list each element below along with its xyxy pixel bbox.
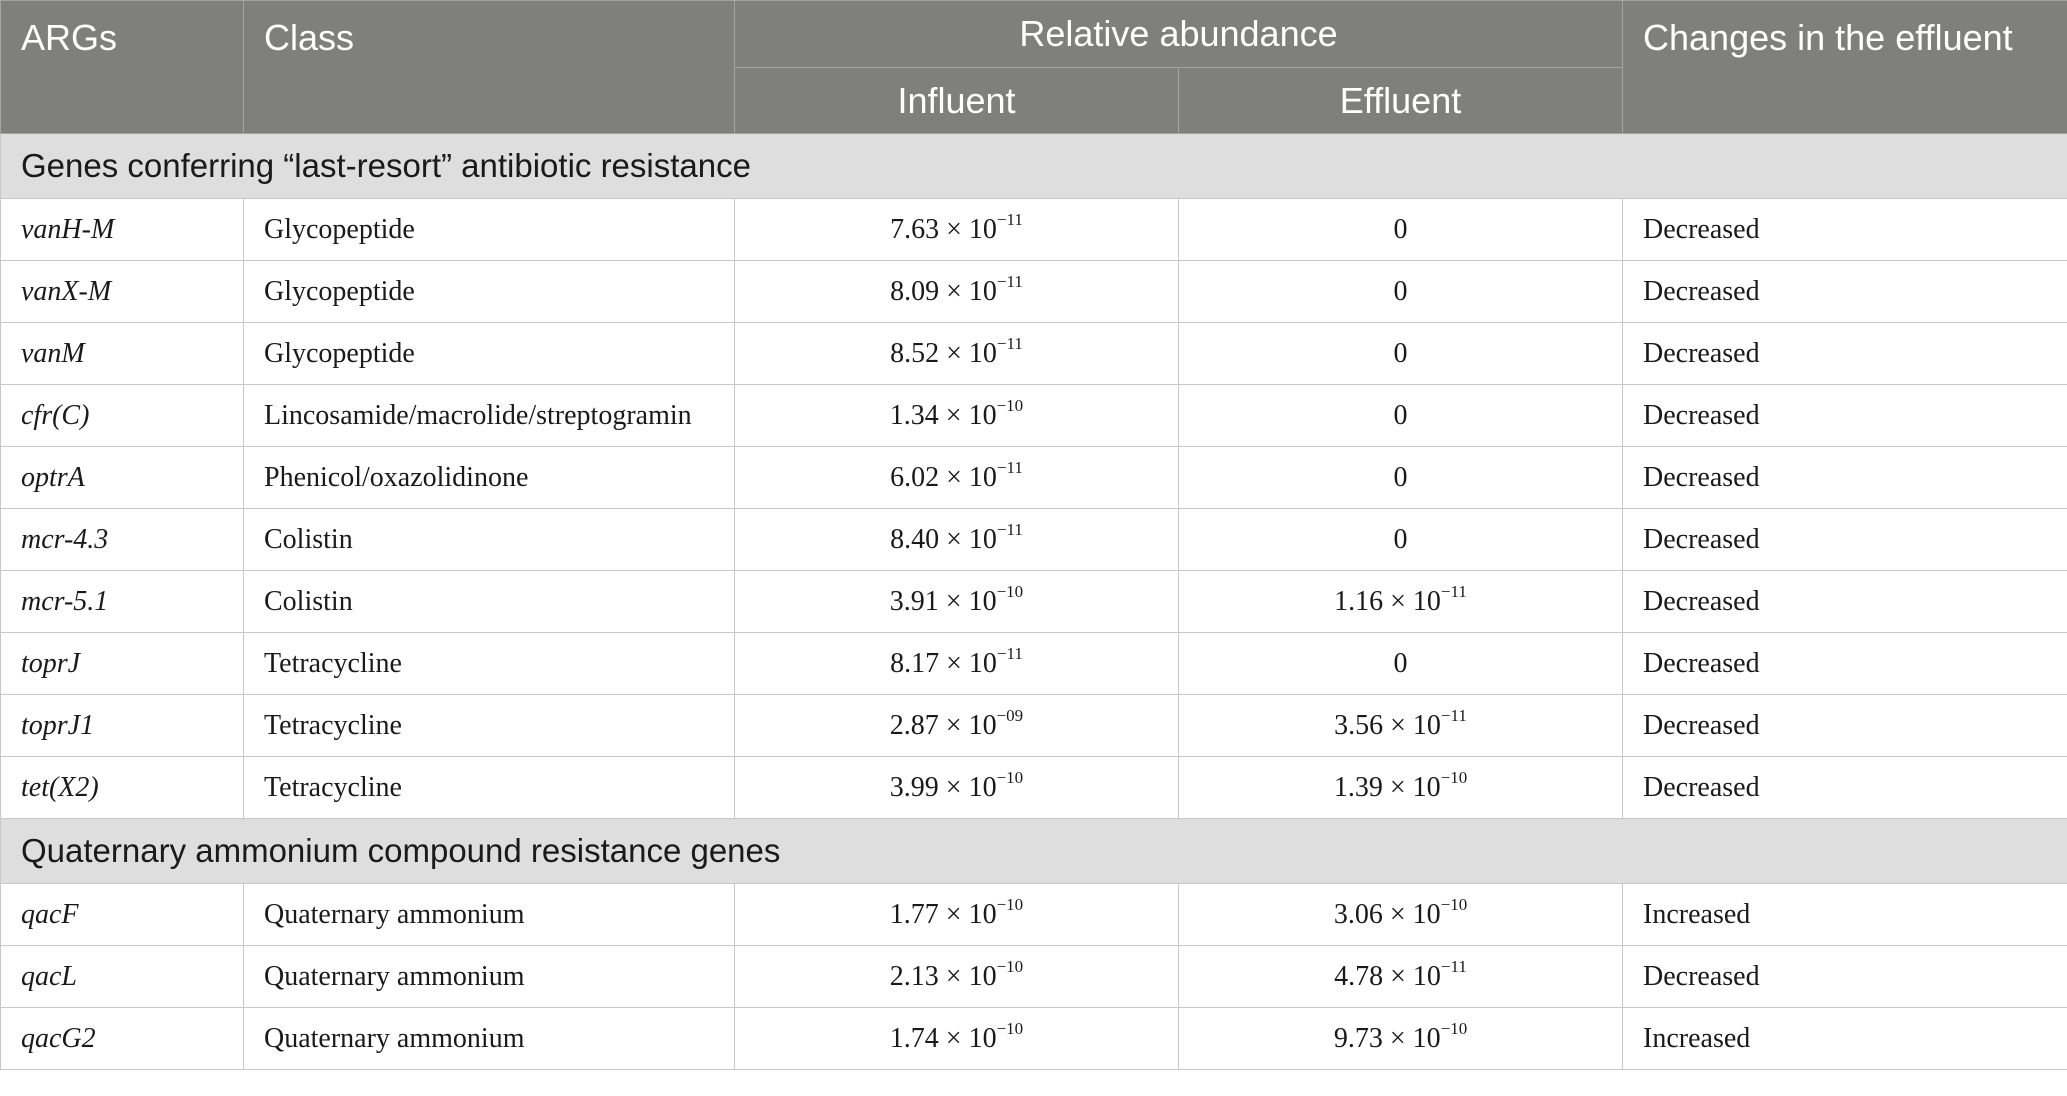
value-exponent: −10 (1440, 895, 1468, 915)
value-exponent: −10 (996, 396, 1024, 416)
base-ten: 10 (1412, 898, 1441, 930)
value-mantissa: 0 (1393, 337, 1408, 369)
value-exponent: −10 (1440, 1019, 1468, 1039)
value-mantissa: 1.34 (889, 399, 939, 431)
header-effluent: Effluent (1179, 68, 1623, 134)
influent-value (735, 571, 1179, 633)
value-exponent: −09 (996, 706, 1024, 726)
value-mantissa: 0 (1393, 213, 1408, 245)
section-row (1, 819, 2067, 884)
base-ten: 10 (968, 275, 997, 307)
influent-value (735, 1008, 1179, 1070)
class-cell: Quaternary ammonium (244, 1008, 735, 1070)
base-ten: 10 (968, 647, 997, 679)
table-row (1, 695, 2067, 757)
influent-value (735, 757, 1179, 819)
gene-name: mcr-4.3 (1, 509, 244, 571)
change-cell: Decreased (1623, 323, 2067, 385)
base-ten: 10 (1412, 960, 1441, 992)
change-cell: Decreased (1623, 757, 2067, 819)
value-mantissa: 1.74 (889, 1022, 939, 1054)
value-mantissa: 9.73 (1333, 1022, 1383, 1054)
times-sign: × (946, 523, 962, 555)
header-class: Class (244, 1, 735, 134)
influent-value (735, 385, 1179, 447)
table-row (1, 633, 2067, 695)
times-sign: × (945, 960, 962, 992)
change-cell: Decreased (1623, 695, 2067, 757)
value-exponent: −10 (996, 582, 1024, 602)
value-mantissa: 6.02 (890, 461, 940, 493)
base-ten: 10 (968, 399, 997, 431)
value-mantissa: 4.78 (1334, 960, 1384, 992)
value-exponent: −10 (996, 768, 1024, 788)
base-ten: 10 (968, 461, 997, 493)
class-cell: Quaternary ammonium (244, 946, 735, 1008)
effluent-value (1179, 1008, 1623, 1070)
class-cell: Tetracycline (244, 695, 735, 757)
table-row (1, 509, 2067, 571)
effluent-value (1179, 884, 1623, 946)
value-mantissa: 0 (1393, 523, 1408, 555)
change-cell: Increased (1623, 1008, 2067, 1070)
base-ten: 10 (1412, 1022, 1441, 1054)
change-cell: Decreased (1623, 571, 2067, 633)
times-sign: × (945, 585, 962, 617)
effluent-value (1179, 261, 1623, 323)
influent-value (735, 946, 1179, 1008)
gene-name: vanX-M (1, 261, 244, 323)
times-sign: × (946, 647, 962, 679)
change-cell: Decreased (1623, 199, 2067, 261)
base-ten: 10 (968, 337, 997, 369)
value-mantissa: 0 (1393, 647, 1408, 679)
times-sign: × (1389, 771, 1406, 803)
class-cell: Glycopeptide (244, 261, 735, 323)
base-ten: 10 (968, 1022, 997, 1054)
gene-name: tet(X2) (1, 757, 244, 819)
effluent-value (1179, 633, 1623, 695)
class-cell: Glycopeptide (244, 199, 735, 261)
gene-name: vanM (1, 323, 244, 385)
times-sign: × (946, 213, 962, 245)
base-ten: 10 (1412, 771, 1441, 803)
header-changes: Changes in the effluent (1623, 1, 2067, 134)
base-ten: 10 (968, 771, 997, 803)
header-relative-abundance: Relative abundance (735, 1, 1623, 68)
header-args: ARGs (1, 1, 244, 134)
change-cell: Decreased (1623, 385, 2067, 447)
value-exponent: −11 (996, 520, 1023, 540)
value-exponent: −10 (996, 1019, 1024, 1039)
influent-value (735, 323, 1179, 385)
effluent-value (1179, 199, 1623, 261)
effluent-value (1179, 757, 1623, 819)
base-ten: 10 (968, 898, 997, 930)
effluent-value (1179, 385, 1623, 447)
gene-name: optrA (1, 447, 244, 509)
table-row (1, 884, 2067, 946)
class-cell: Colistin (244, 571, 735, 633)
influent-value (735, 633, 1179, 695)
influent-value (735, 447, 1179, 509)
value-exponent: −11 (996, 334, 1023, 354)
effluent-value (1179, 323, 1623, 385)
value-mantissa: 1.39 (1333, 771, 1383, 803)
value-exponent: −11 (1440, 582, 1467, 602)
table-row (1, 323, 2067, 385)
value-mantissa: 1.16 (1334, 585, 1384, 617)
times-sign: × (946, 337, 962, 369)
effluent-value (1179, 571, 1623, 633)
class-cell: Colistin (244, 509, 735, 571)
influent-value (735, 884, 1179, 946)
times-sign: × (1390, 585, 1406, 617)
class-cell: Glycopeptide (244, 323, 735, 385)
change-cell: Decreased (1623, 946, 2067, 1008)
value-mantissa: 7.63 (890, 213, 940, 245)
section-title: Quaternary ammonium compound resistance genes (1, 819, 2067, 884)
class-cell: Quaternary ammonium (244, 884, 735, 946)
value-mantissa: 1.77 (889, 898, 939, 930)
effluent-value (1179, 447, 1623, 509)
change-cell: Decreased (1623, 447, 2067, 509)
effluent-value (1179, 946, 1623, 1008)
section-title: Genes conferring “last-resort” antibiotic resistance (1, 134, 2067, 199)
times-sign: × (1390, 960, 1406, 992)
class-cell: Tetracycline (244, 757, 735, 819)
table-row (1, 571, 2067, 633)
table-row (1, 946, 2067, 1008)
table-row (1, 757, 2067, 819)
times-sign: × (946, 275, 962, 307)
value-mantissa: 8.09 (890, 275, 940, 307)
times-sign: × (945, 771, 962, 803)
class-cell: Phenicol/oxazolidinone (244, 447, 735, 509)
header-influent: Influent (735, 68, 1179, 134)
times-sign: × (1390, 709, 1406, 741)
value-exponent: −11 (996, 644, 1023, 664)
value-exponent: −10 (996, 895, 1024, 915)
change-cell: Decreased (1623, 261, 2067, 323)
effluent-value (1179, 695, 1623, 757)
value-exponent: −11 (996, 458, 1023, 478)
gene-name: qacG2 (1, 1008, 244, 1070)
class-cell: Tetracycline (244, 633, 735, 695)
value-exponent: −11 (1440, 706, 1467, 726)
value-exponent: −10 (1440, 768, 1468, 788)
value-mantissa: 3.06 (1333, 898, 1383, 930)
table-row (1, 447, 2067, 509)
value-mantissa: 8.17 (890, 647, 940, 679)
influent-value (735, 509, 1179, 571)
value-exponent: −11 (996, 210, 1023, 230)
value-exponent: −10 (996, 957, 1024, 977)
section-row (1, 134, 2067, 199)
gene-name: cfr(C) (1, 385, 244, 447)
gene-name: toprJ (1, 633, 244, 695)
value-mantissa: 3.99 (889, 771, 939, 803)
class-cell: Lincosamide/macrolide/streptogramin (244, 385, 735, 447)
gene-name: toprJ1 (1, 695, 244, 757)
table-row (1, 1008, 2067, 1070)
base-ten: 10 (968, 585, 997, 617)
table-body (1, 134, 2067, 1070)
effluent-value (1179, 509, 1623, 571)
influent-value (735, 261, 1179, 323)
gene-name: qacF (1, 884, 244, 946)
base-ten: 10 (968, 523, 997, 555)
times-sign: × (945, 1022, 962, 1054)
value-mantissa: 2.13 (889, 960, 939, 992)
change-cell: Increased (1623, 884, 2067, 946)
value-mantissa: 8.40 (890, 523, 940, 555)
base-ten: 10 (1412, 709, 1441, 741)
table-header (1, 1, 2067, 134)
value-exponent: −11 (996, 272, 1023, 292)
influent-value (735, 695, 1179, 757)
table-row (1, 385, 2067, 447)
value-mantissa: 2.87 (889, 709, 939, 741)
value-mantissa: 3.91 (889, 585, 939, 617)
gene-name: qacL (1, 946, 244, 1008)
times-sign: × (945, 709, 962, 741)
times-sign: × (946, 461, 962, 493)
value-mantissa: 8.52 (890, 337, 940, 369)
value-mantissa: 0 (1393, 275, 1408, 307)
value-mantissa: 3.56 (1334, 709, 1384, 741)
change-cell: Decreased (1623, 509, 2067, 571)
value-mantissa: 0 (1393, 461, 1408, 493)
times-sign: × (1389, 1022, 1406, 1054)
table-row (1, 199, 2067, 261)
base-ten: 10 (968, 709, 997, 741)
value-exponent: −11 (1440, 957, 1467, 977)
times-sign: × (945, 399, 962, 431)
gene-name: mcr-5.1 (1, 571, 244, 633)
value-mantissa: 0 (1393, 399, 1408, 431)
times-sign: × (1389, 898, 1406, 930)
table-row (1, 261, 2067, 323)
base-ten: 10 (968, 960, 997, 992)
gene-name: vanH-M (1, 199, 244, 261)
influent-value (735, 199, 1179, 261)
change-cell: Decreased (1623, 633, 2067, 695)
base-ten: 10 (968, 213, 997, 245)
base-ten: 10 (1412, 585, 1441, 617)
times-sign: × (945, 898, 962, 930)
